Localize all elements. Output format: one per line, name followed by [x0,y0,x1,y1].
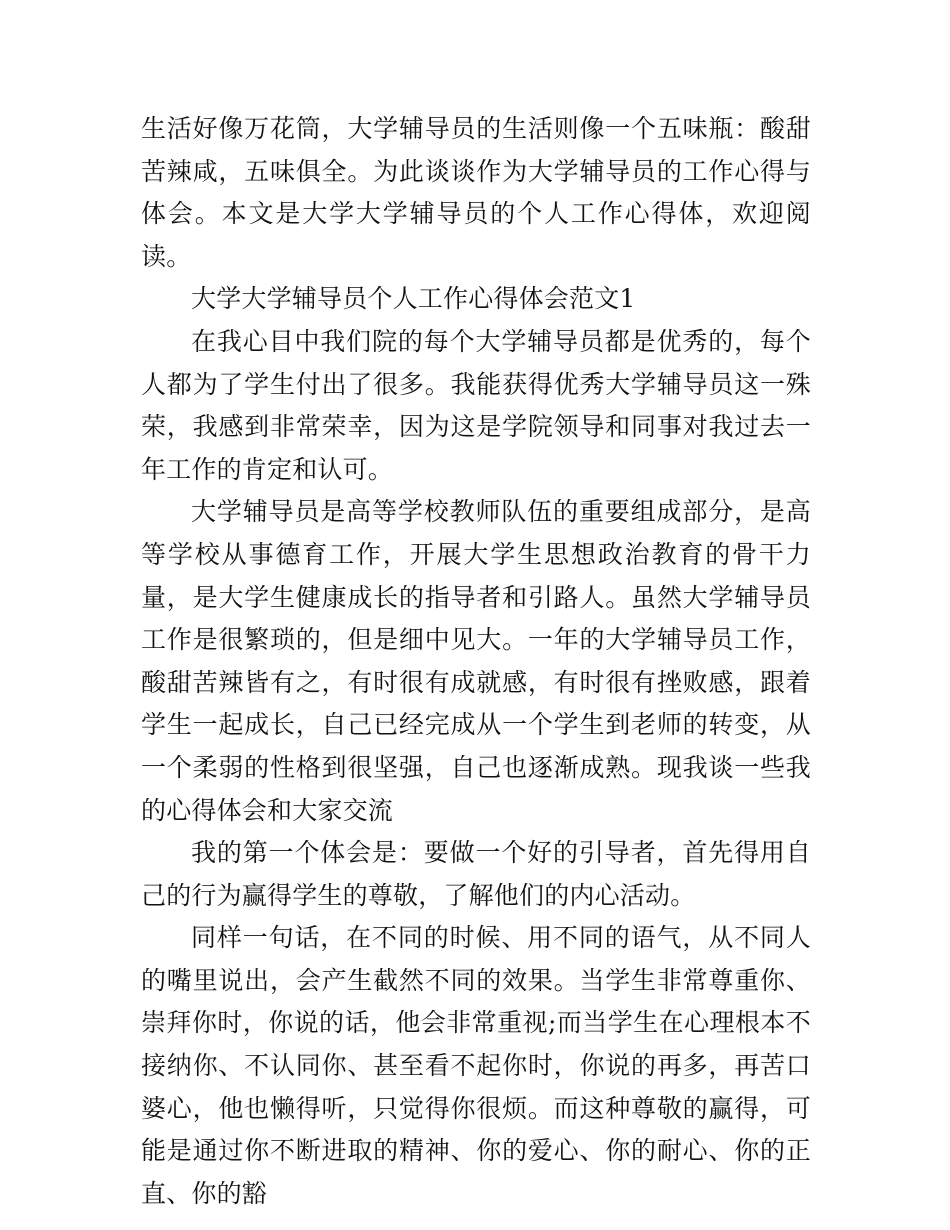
body-paragraph-1: 在我心目中我们院的每个大学辅导员都是优秀的，每个人都为了学生付出了很多。我能获得优秀大学辅导员这一殊荣，我感到非常荣幸，因为这是学院领导和同事对我过去一年工作的肯定和认可。 [141,326,811,484]
body-paragraph-2: 大学辅导员是高等学校教师队伍的重要组成部分，是高等学校从事德育工作，开展大学生思想政治教育的骨干力量，是大学生健康成长的指导者和引路人。虽然大学辅导员工作是很繁琐的，但是细中见大。一年的大学辅导员工作，酸甜苦辣皆有之，有时很有成就感，有时很有挫败感，跟着学生一起成长，自己已经完成从一个学生到老师的转变，从一个柔弱的性格到很坚强，自己也逐渐成熟。现我谈一些我的心得体会和大家交流 [141,497,811,825]
intro-paragraph: 生活好像万花筒，大学辅导员的生活则像一个五味瓶：酸甜苦辣咸，五味俱全。为此谈谈作为大学辅导员的工作心得与体会。本文是大学大学辅导员的个人工作心得体，欢迎阅读。 [141,114,811,271]
document-body [141,108,811,1215]
body-paragraph-4: 同样一句话，在不同的时候、用不同的语气，从不同人的嘴里说出，会产生截然不同的效果。当学生非常尊重你、崇拜你时，你说的话，他会非常重视;而当学生在心理根本不接纳你、不认同你、甚至看不起你时，你说的再多，再苦口婆心，他也懒得听，只觉得你很烦。而这种尊敬的赢得，可能是通过你不断进取的精神、你的爱心、你的耐心、你的正直、你的豁 [141,923,811,1208]
section-title: 大学大学辅导员个人工作心得体会范文1 [191,284,636,314]
body-paragraph-3: 我的第一个体会是：要做一个好的引导者，首先得用自己的行为赢得学生的尊敬，了解他们的内心活动。 [141,838,811,910]
